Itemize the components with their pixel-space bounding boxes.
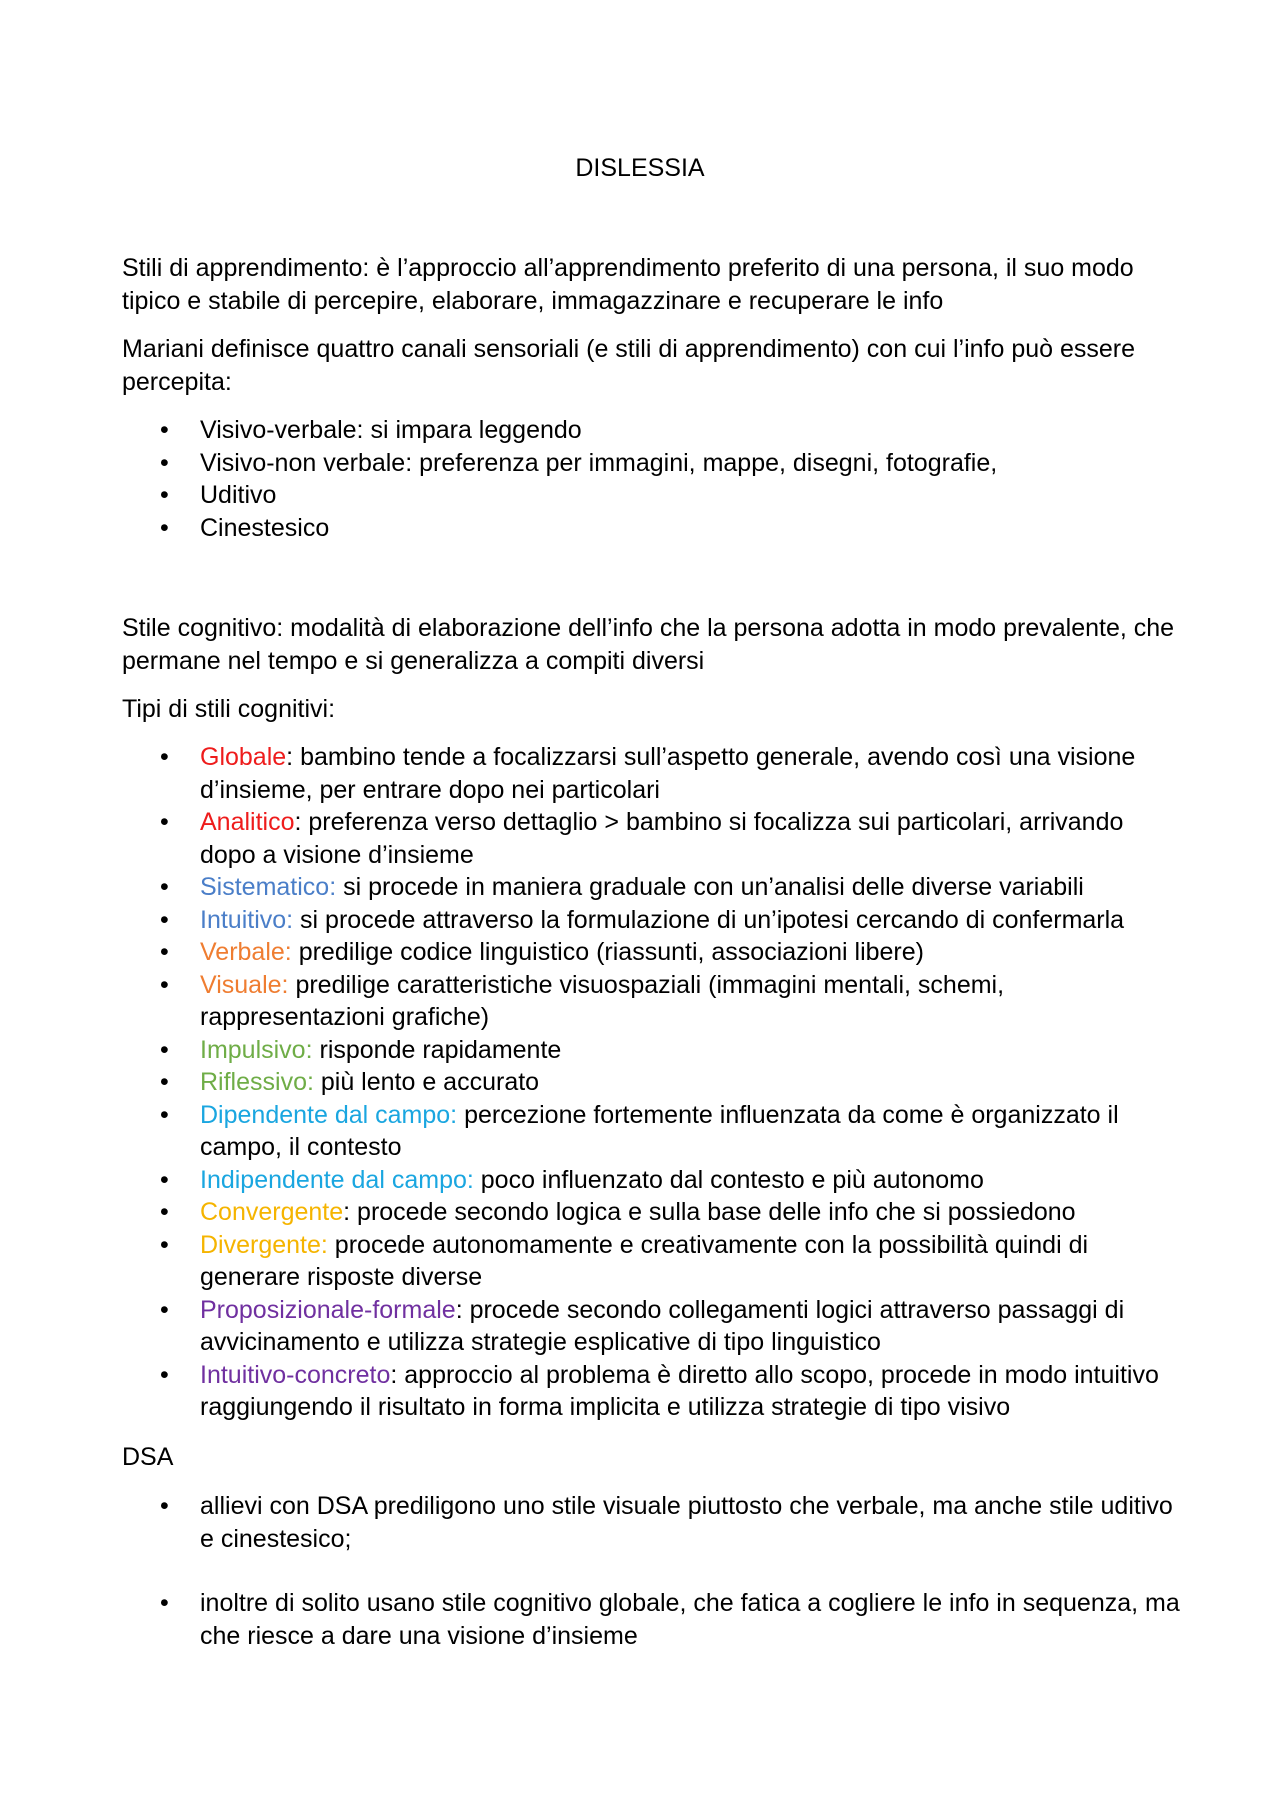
list-item: • Sistematico: si procede in maniera graduale con un’analisi delle diverse variabili [122,871,1182,904]
style-term-proposizionale: Proposizionale-formale [200,1295,456,1324]
list-item: • Visivo-verbale: si impara leggendo [122,414,1182,447]
bullet-icon: • [160,970,169,999]
bullet-icon: • [160,938,169,966]
bullet-icon: • [160,448,169,477]
style-term-riflessivo: Riflessivo: [200,1068,314,1096]
style-term-convergente: Convergente [200,1198,344,1226]
bullet-icon: • [160,743,169,771]
style-term-globale: Globale [200,743,287,771]
style-term-intuitivo: Intuitivo: [200,905,294,934]
learning-styles-definition: Stili di apprendimento: è l’approccio all’apprendimento preferito di una persona, il suo modo tipico e stabile di percepire, elaborare, immagazzinare e recuperare le info [122,254,1134,315]
bullet-icon: • [160,808,169,836]
sensory-channels-intro: Mariani definisce quattro canali sensoriali (e stili di apprendimento) con cui l’info può essere percepita: [122,335,1136,396]
style-term-verbale: Verbale: [200,938,292,966]
bullet-icon: • [160,1295,169,1324]
style-term-indipendente: Indipendente dal campo: [200,1165,474,1194]
list-item: • Proposizionale-formale: procede secondo collegamenti logici attraverso passaggi di avvicinamento e utilizza strategie esplicative di tipo linguistico [160,1295,1125,1356]
list-item: • Convergente: procede secondo logica e sulla base delle info che si possiedono [122,1196,1182,1229]
style-term-sistematico: Sistematico: [200,873,337,901]
style-term-impulsivo: Impulsivo: [200,1035,313,1064]
list-item: • Dipendente dal campo: percezione fortemente influenzata da come è organizzato il campo, il contesto [160,1100,1119,1161]
list-item: • Verbale: predilige codice linguistico (riassunti, associazioni libere) [122,936,1182,969]
list-item: • allievi con DSA prediligono uno stile visuale piuttosto che verbale, ma anche stile uditivo e cinestesico; [160,1492,1173,1553]
bullet-icon: • [160,1230,169,1259]
bullet-icon: • [160,905,169,934]
style-term-dipendente: Dipendente dal campo: [200,1100,458,1129]
style-term-visuale: Visuale: [200,970,289,999]
bullet-icon: • [160,1068,169,1096]
list-item: • Riflessivo: più lento e accurato [122,1066,1182,1099]
dsa-heading: DSA [122,1443,174,1471]
style-term-analitico: Analitico [200,808,295,836]
bullet-icon: • [160,513,169,542]
bullet-icon: • [160,1035,169,1064]
cognitive-style-definition: Stile cognitivo: modalità di elaborazione dell’info che la persona adotta in modo prevalente, che permane nel tempo e si generalizza a compiti diversi [122,614,1175,675]
bullet-icon: • [160,1589,169,1617]
style-term-intuitivo-concreto: Intuitivo-concreto [200,1360,391,1389]
list-item: • Visuale: predilige caratteristiche visuospaziali (immagini mentali, schemi, rappresentazioni grafiche) [160,970,1005,1031]
bullet-icon: • [160,1492,169,1520]
list-item: • Intuitivo-concreto: approccio al problema è diretto allo scopo, procede in modo intuitivo raggiungendo il risultato in forma implicita e utilizza strategie di tipo visivo [160,1360,1159,1421]
sensory-channels-list [122,414,1182,544]
bullet-icon: • [160,416,169,444]
cognitive-styles-intro: Tipi di stili cognitivi: [122,695,336,723]
style-term-divergente: Divergente: [200,1230,328,1259]
bullet-icon: • [160,1165,169,1194]
list-item: • Visivo-non verbale: preferenza per immagini, mappe, disegni, fotografie, [122,447,1182,480]
bullet-icon: • [160,481,169,509]
list-item: • Divergente: procede autonomamente e creativamente con la possibilità quindi di generare risposte diverse [160,1230,1089,1291]
bullet-icon: • [160,873,169,901]
list-item: • Indipendente dal campo: poco influenzato dal contesto e più autonomo [122,1164,1182,1197]
dsa-list [122,1490,1182,1652]
cognitive-styles-list [122,741,1182,1424]
document-title: DISLESSIA [575,154,705,182]
bullet-icon: • [160,1100,169,1129]
list-item: • inoltre di solito usano stile cognitivo globale, che fatica a cogliere le info in sequenza, ma che riesce a dare una visione d’insieme [160,1589,1180,1650]
list-item: • Impulsivo: risponde rapidamente [122,1034,1182,1067]
bullet-icon: • [160,1198,169,1226]
bullet-icon: • [160,1360,169,1389]
list-item: • Intuitivo: si procede attraverso la formulazione di un’ipotesi cercando di confermarla [122,904,1182,937]
list-item: • Globale: bambino tende a focalizzarsi sull’aspetto generale, avendo così una visione d’insieme, per entrare dopo nei particolari [160,743,1136,804]
list-item: • Cinestesico [122,512,1182,545]
list-item: • Analitico: preferenza verso dettaglio > bambino si focalizza sui particolari, arrivando dopo a visione d’insieme [160,808,1124,869]
list-item: • Uditivo [122,479,1182,512]
